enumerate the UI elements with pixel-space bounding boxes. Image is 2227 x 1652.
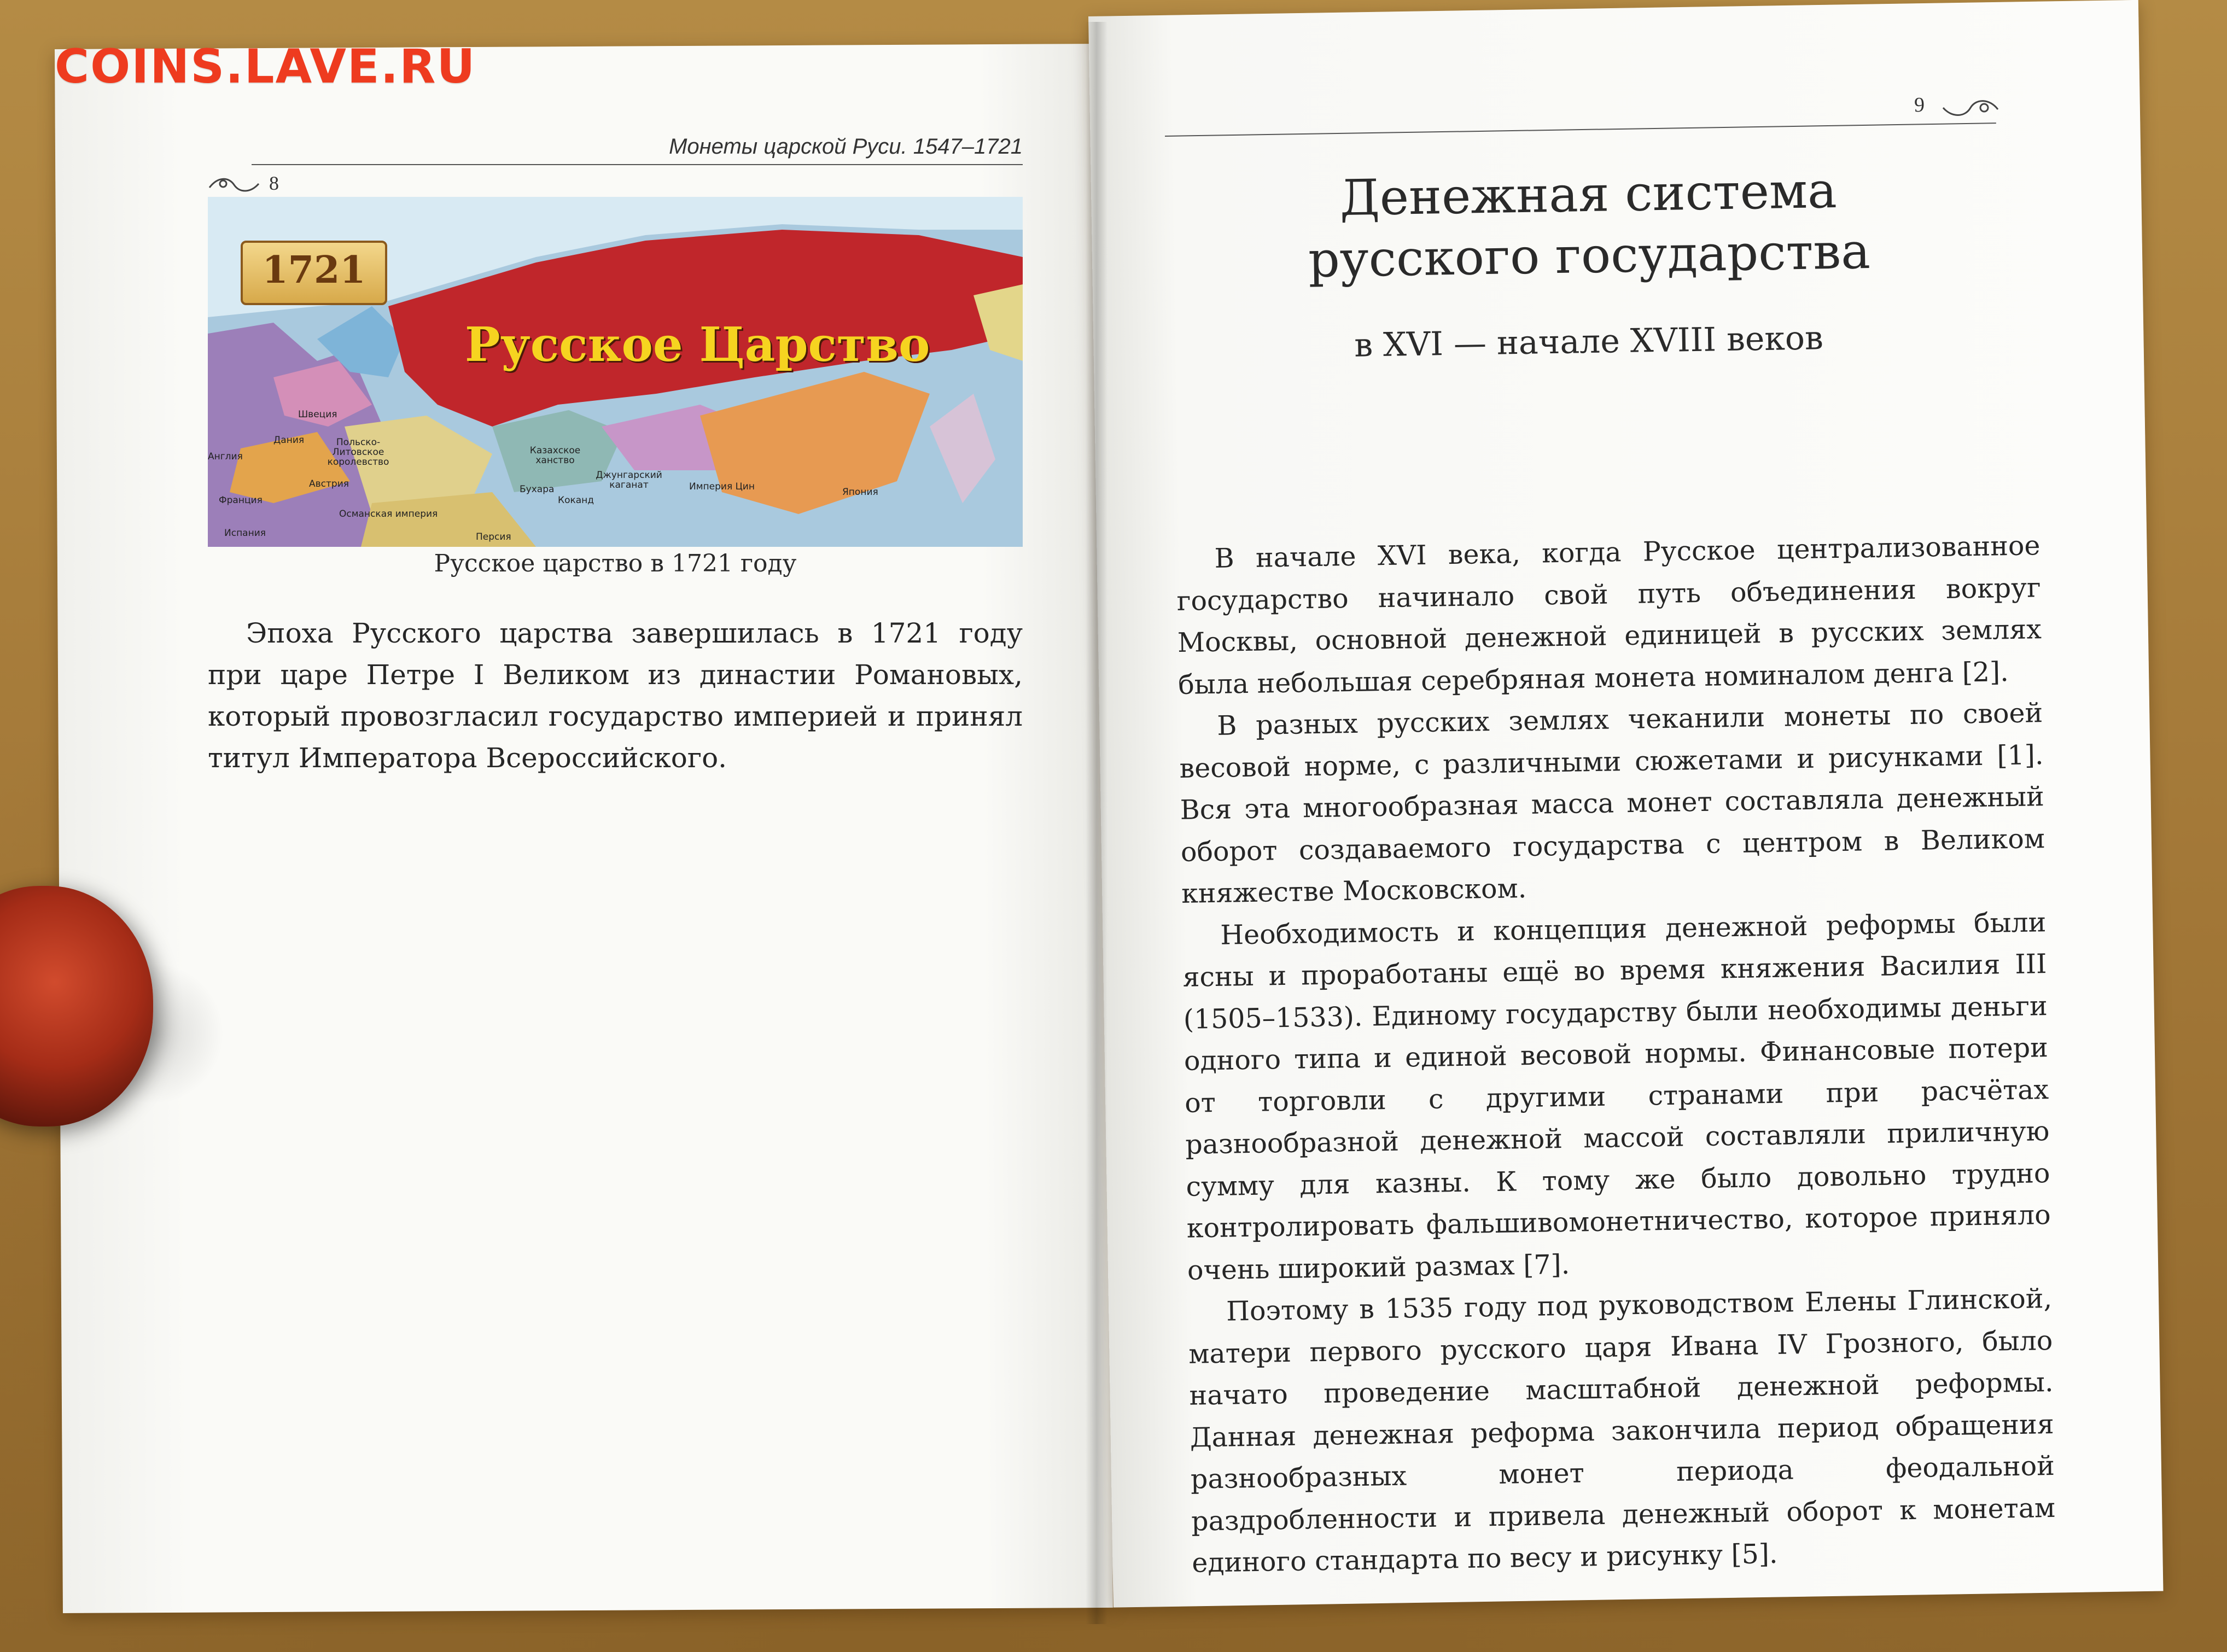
right-paragraph-3: Необходимость и концепция денежной реформы были ясны и проработаны ещё во время княжения Василия III (1505–1533). Единому государству были необходимы деньги одного типа и единой весовой нормы. Финансовые потери от торговли с другими странами при расчётах разнообразной денежной массой составляли приличную сумму для казны. К тому же было довольно трудно контролировать фальшивомонетничество, которое приняло очень широкий размах [7]. bbox=[1182, 906, 2051, 1286]
running-head: Монеты царской Руси. 1547–1721 bbox=[669, 135, 1023, 159]
map-label-denmark: Дания bbox=[273, 435, 305, 446]
year-scroll bbox=[241, 241, 387, 305]
watermark: COINS.LAVE.RU bbox=[55, 39, 476, 94]
book-gutter bbox=[1086, 22, 1107, 1624]
chapter-title-line-1: Денежная система bbox=[1339, 161, 1838, 227]
map-label-sweden: Швеция bbox=[298, 409, 337, 420]
map-title: Русское Царство bbox=[465, 317, 930, 372]
map-label-kokand: Коканд bbox=[558, 495, 594, 506]
map-label-france: Франция bbox=[219, 495, 263, 506]
map-label-kazakh: Казахское ханство bbox=[529, 445, 581, 466]
map-illustration bbox=[208, 197, 1023, 547]
map-label-qing: Империя Цин bbox=[689, 481, 755, 492]
map-label-england: Англия bbox=[208, 451, 243, 462]
map-label-bukhara: Бухара bbox=[520, 484, 555, 495]
ornament-right-icon bbox=[1940, 96, 2001, 120]
chapter-title bbox=[1273, 159, 1904, 291]
right-paragraph-2: В разных русских землях чеканили монеты по своей весовой норме, с различными сюжетами и рисунками [1]. Вся эта многообразная масса монет составляла денежный оборот создаваемого государства с центром в Великом княжестве Московском. bbox=[1179, 697, 2045, 909]
map-label-persia: Персия bbox=[476, 532, 511, 542]
page-number-right: 9 bbox=[1914, 94, 1925, 116]
map-label-ottoman: Османская империя bbox=[339, 509, 438, 519]
chapter-subtitle: в XVI — начале XVIII веков bbox=[1354, 319, 1824, 365]
left-body-text bbox=[208, 612, 1023, 779]
ornament-left-icon bbox=[207, 174, 261, 196]
chapter-title-line-2: русского государства bbox=[1308, 222, 1871, 289]
right-paragraph-4: Поэтому в 1535 году под руководством Елены Глинской, матери первого русского царя Ивана IV Грозного, было начато проведение масштабной денежной реформы. Данная денежная реформа закончила период обращения разнообразных монет периода феодальной раздробленности и привела денежный оборот к монетам единого стандарта по весу и рисунку [5]. bbox=[1188, 1283, 2056, 1579]
map-label-japan: Япония bbox=[842, 487, 878, 498]
map-label-poland: Польско-Литовское королевство bbox=[327, 437, 389, 468]
page-number-left: 8 bbox=[269, 172, 279, 194]
map-caption: Русское царство в 1721 году bbox=[434, 550, 797, 577]
header-rule-left bbox=[252, 164, 1023, 165]
right-body-text bbox=[1176, 525, 2056, 1584]
map-label-dzungar: Джунгарский каганат bbox=[596, 470, 662, 491]
map-label-spain: Испания bbox=[224, 528, 266, 539]
left-paragraph-1: Эпоха Русского царства завершилась в 1721 году при царе Петре I Великом из династии Романовых, который провозгласил государство империей и принял титул Императора Всероссийского. bbox=[208, 617, 1023, 774]
map-label-austria: Австрия bbox=[309, 478, 349, 489]
right-paragraph-1: В начале XVI века, когда Русское централизованное государство начинало свой путь объединения вокруг Москвы, основной денежной единицей в русских землях была небольшая серебряная монета номиналом денга [2]. bbox=[1176, 530, 2042, 701]
map-year: 1721 bbox=[262, 248, 366, 292]
